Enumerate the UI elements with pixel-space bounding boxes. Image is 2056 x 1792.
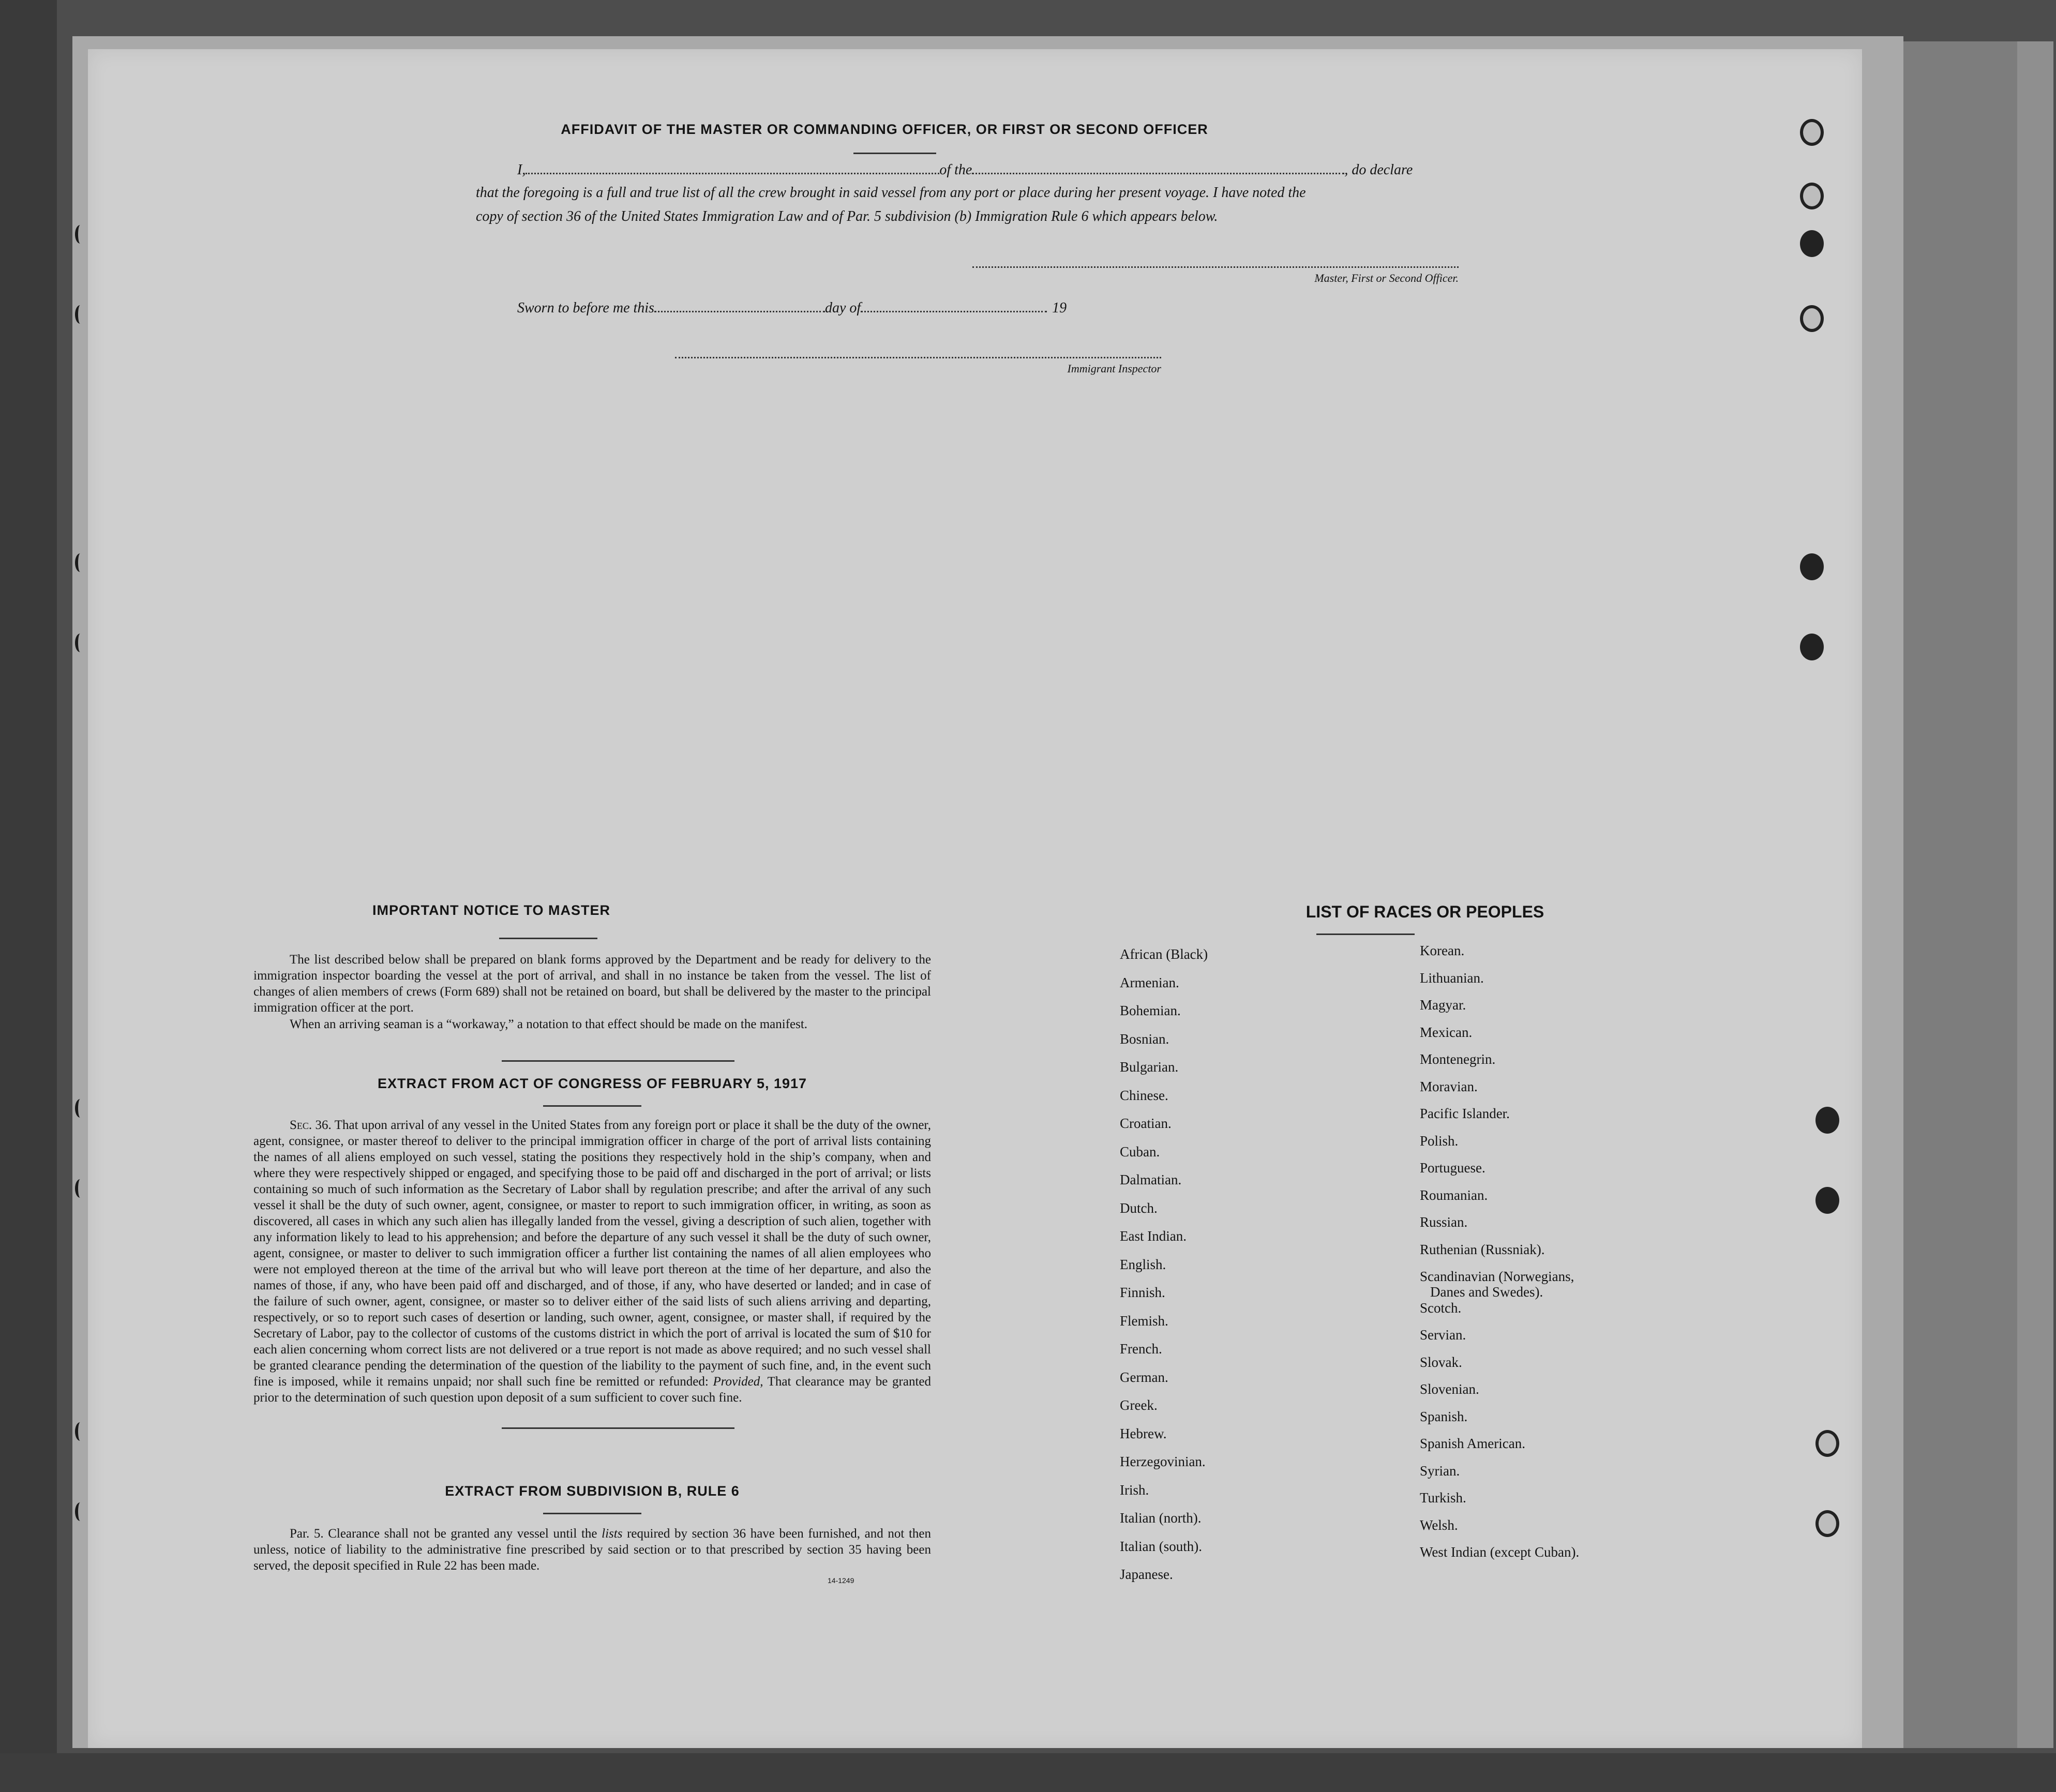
statement-line-2: copy of section 36 of the United States Immigration Law and of Par. 5 subdivision (b) Immigration Rule 6 which appears below. — [476, 208, 1218, 224]
race-item: Magyar. — [1420, 997, 1466, 1013]
provided-term: Provided, — [713, 1375, 763, 1389]
race-item: West Indian (except Cuban). — [1420, 1544, 1580, 1560]
race-item: Danes and Swedes). — [1430, 1284, 1543, 1300]
rule-lists-term: lists — [602, 1527, 623, 1541]
binder-hole-icon — [1800, 183, 1824, 209]
edge-clip-mark-icon — [75, 1179, 85, 1198]
notice-title: IMPORTANT NOTICE TO MASTER — [372, 902, 610, 918]
race-item: German. — [1120, 1369, 1168, 1385]
declaration-prefix: I, — [517, 162, 526, 178]
edge-clip-mark-icon — [75, 634, 85, 652]
binder-hole-icon — [1800, 553, 1824, 580]
statement-line-1: that the foregoing is a full and true list of all the crew brought in said vessel from any port or place during her present voyage. I have noted the — [476, 185, 1306, 201]
sworn-day-field[interactable] — [654, 311, 825, 312]
race-item: Lithuanian. — [1420, 970, 1484, 986]
race-item: Pacific Islander. — [1420, 1106, 1510, 1121]
race-item: Cuban. — [1120, 1143, 1160, 1159]
signature-caption: Master, First or Second Officer. — [1314, 272, 1459, 284]
vessel-name-field[interactable] — [972, 173, 1344, 174]
section-divider — [502, 1427, 734, 1429]
sworn-day-of: day of — [824, 300, 861, 316]
race-item: Italian (south). — [1120, 1538, 1202, 1554]
section-divider — [502, 1060, 734, 1062]
declaration-of-the: of the — [939, 162, 972, 178]
edge-clip-mark-icon — [75, 1099, 85, 1118]
race-item: Greek. — [1120, 1397, 1158, 1413]
rule-extract-title: EXTRACT FROM SUBDIVISION B, RULE 6 — [445, 1483, 740, 1499]
race-item: Bulgarian. — [1120, 1059, 1179, 1075]
sworn-month-field[interactable] — [861, 311, 1047, 312]
race-item: Slovak. — [1420, 1354, 1462, 1370]
sworn-prefix: Sworn to before me this — [517, 300, 654, 316]
title-underline — [853, 153, 936, 154]
section-text-end: That clearance may be granted prior to the determination of such question upon deposit of a sum sufficient to cover such fine. — [253, 1375, 931, 1405]
race-item: Scandinavian (Norwegians, — [1420, 1269, 1574, 1284]
race-item: Spanish American. — [1420, 1436, 1525, 1451]
rule-title-underline — [543, 1513, 641, 1514]
race-item: Finnish. — [1120, 1285, 1165, 1300]
affidavit-title: AFFIDAVIT OF THE MASTER OR COMMANDING OFFICER, OR FIRST OR SECOND OFFICER — [561, 122, 1208, 137]
inspector-caption: Immigrant Inspector — [1067, 362, 1161, 375]
race-item: Hebrew. — [1120, 1425, 1167, 1441]
edge-clip-mark-icon — [75, 225, 85, 244]
race-item: Montenegrin. — [1420, 1051, 1496, 1067]
race-item: Slovenian. — [1420, 1381, 1479, 1397]
race-item: Italian (north). — [1120, 1510, 1202, 1526]
rule-text-b: required by section 36 have been furnished, and not then unless, notice of liability to the administrative fine prescribed by said section or to that prescribed by section 35 having been served, the deposit specified in Rule 22 has been made. — [253, 1527, 932, 1573]
binder-hole-icon — [1815, 1430, 1839, 1457]
section-text: That upon arrival of any vessel in the United States from any foreign port or place it shall be the duty of the owner, agent, consignee, or master thereof to deliver to the principal immigration officer in charge of the port of arrival lists containing the names of all aliens employed on such vessel, stating the positions they respectively hold in the ship’s company, when and where they were respectively shipped or engaged, and specifying those to be paid off and discharged in the port of arrival; or lists containing so much of such information as the Secretary of Labor shall by regulation prescribe; and after the arrival of any such vessel it shall be the duty of such owner, agent, consignee, or master to report to such immigration officer, in writing, as soon as discovered, all cases in which any such alien has illegally landed from the vessel, giving a description of such alien, together with any information likely to lead to his apprehension; and before the departure of any such vessel it shall be the duty of such owner, agent, consignee, or master to deliver to such immigration officer a further list containing the names of all alien employees who were not employed thereon at the time of the arrival but who will leave port thereon at the time of her departure, and also the names of those, if any, who have been paid off and discharged, and of those, if any, who have deserted or landed; and in case of the failure of such owner, agent, consignee, or master so to deliver either of the said lists of such aliens arriving and departing, respectively, or so to report such cases of desertion or landing, such owner, agent, consignee, or master shall, if required by the Secretary of Labor, pay to the collector of customs of the customs district in which the port of arrival is located the sum of $10 for each alien concerning whom correct lists are not delivered or a true report is not made as above required; and no such vessel shall be granted clearance pending the determination of the question of the liability to the payment of such fine, and, in the event such fine is imposed, while it remains unpaid; nor shall such fine be remitted or refunded: — [253, 1118, 931, 1389]
race-item: Croatian. — [1120, 1116, 1172, 1131]
race-item: Irish. — [1120, 1482, 1149, 1498]
binder-hole-icon — [1800, 634, 1824, 660]
declaration-suffix: , do declare — [1344, 162, 1413, 178]
race-item: English. — [1120, 1256, 1166, 1272]
rule-text-a: Par. 5. Clearance shall not be granted any vessel until the — [290, 1527, 597, 1541]
race-item: African (Black) — [1120, 946, 1208, 962]
binder-hole-icon — [1815, 1107, 1839, 1134]
binder-hole-icon — [1800, 119, 1824, 146]
race-item: East Indian. — [1120, 1228, 1187, 1244]
race-item: Polish. — [1420, 1133, 1459, 1149]
race-item: Flemish. — [1120, 1313, 1168, 1329]
binder-hole-icon — [1815, 1187, 1839, 1214]
edge-clip-mark-icon — [75, 1422, 85, 1441]
scan-background-left — [0, 0, 57, 1792]
race-item: Japanese. — [1120, 1567, 1173, 1582]
race-item: Chinese. — [1120, 1087, 1168, 1103]
race-item: Ruthenian (Russniak). — [1420, 1241, 1545, 1257]
underlying-sheet-shadow — [1888, 41, 2017, 1748]
edge-clip-mark-icon — [75, 1502, 85, 1521]
race-item: Scotch. — [1420, 1300, 1462, 1316]
officer-name-field[interactable] — [526, 173, 939, 174]
sworn-line — [517, 300, 1241, 317]
race-item: French. — [1120, 1341, 1162, 1357]
race-item: Korean. — [1420, 943, 1465, 958]
race-item: Spanish. — [1420, 1408, 1468, 1424]
notice-title-underline — [499, 938, 597, 939]
race-item: Dalmatian. — [1120, 1172, 1182, 1187]
act-extract-title: EXTRACT FROM ACT OF CONGRESS OF FEBRUARY 5, 1917 — [377, 1076, 807, 1091]
race-item: Herzegovinian. — [1120, 1454, 1206, 1469]
form-page — [88, 49, 1862, 1748]
race-item: Servian. — [1420, 1327, 1466, 1343]
race-item: Bohemian. — [1120, 1003, 1181, 1018]
race-item: Bosnian. — [1120, 1031, 1169, 1047]
declaration-line — [517, 162, 1547, 178]
act-section-36-text — [253, 1117, 931, 1406]
race-item: Syrian. — [1420, 1463, 1460, 1479]
edge-clip-mark-icon — [75, 305, 85, 324]
race-item: Mexican. — [1420, 1024, 1473, 1040]
races-title-underline — [1316, 933, 1415, 935]
race-item: Portuguese. — [1420, 1160, 1485, 1176]
inspector-signature-line[interactable] — [675, 357, 1161, 358]
race-item: Armenian. — [1120, 974, 1179, 990]
binder-hole-icon — [1800, 305, 1824, 332]
sworn-year: 19 — [1052, 300, 1067, 316]
notice-paragraph-1: The list described below shall be prepared on blank forms approved by the Department and be ready for delivery to the immigration inspector boarding the vessel at the port of arrival, and shall in no instance be taken from the vessel. The list of changes of alien members of crews (Form 689) shall not be retained on board, but shall be delivered by the master to the principal immigration officer at the port. — [253, 953, 931, 1015]
race-item: Roumanian. — [1420, 1187, 1488, 1203]
act-title-underline — [543, 1105, 641, 1107]
scan-background-bottom — [0, 1753, 2056, 1792]
races-title: LIST OF RACES OR PEOPLES — [1305, 902, 1544, 921]
notice-paragraph-2: When an arriving seaman is a “workaway,” a notation to that effect should be made on the manifest. — [290, 1017, 808, 1031]
section-label: Sec. 36. — [290, 1118, 332, 1132]
race-item: Dutch. — [1120, 1200, 1158, 1216]
master-signature-line[interactable] — [972, 266, 1459, 268]
race-item: Russian. — [1420, 1214, 1468, 1230]
race-item: Turkish. — [1420, 1490, 1466, 1505]
race-item: Moravian. — [1420, 1078, 1478, 1094]
binder-hole-icon — [1815, 1510, 1839, 1537]
edge-clip-mark-icon — [75, 553, 85, 572]
race-item: Welsh. — [1420, 1517, 1458, 1533]
binder-hole-icon — [1800, 230, 1824, 257]
form-number: 14-1249 — [828, 1576, 854, 1585]
rule-paragraph — [253, 1526, 931, 1574]
